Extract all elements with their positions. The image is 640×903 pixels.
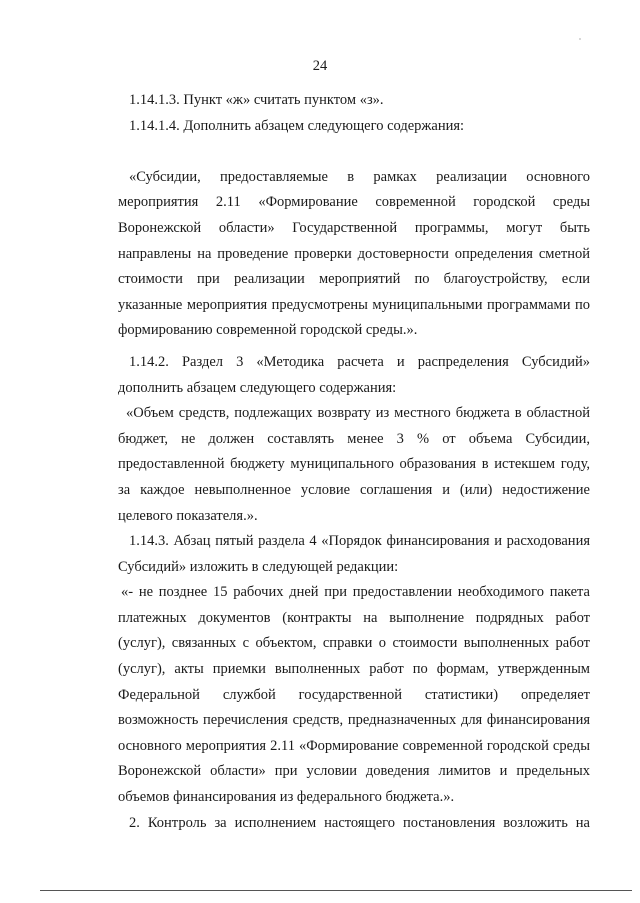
paragraph-refund-quote: «Объем средств, подлежащих возврату из местного бюджета в областной бюджет, не должен составлять менее 3 % от объема Субсидии, предоставленной бюджету муниципального образования в истекшем году, за каждое невыполненное условие соглашения и (или) недостижение целевого показателя.». (118, 405, 590, 524)
paragraph-1-14-2: 1.14.2. Раздел 3 «Методика расчета и распределения Субсидий» дополнить абзацем следующего содержания: (118, 353, 590, 396)
bottom-edge-line (40, 890, 632, 891)
paragraph-payment-quote: «- не позднее 15 рабочих дней при предоставлении необходимого пакета платежных документов (контракты на выполнение подрядных работ (услуг), связанных с объектом, справки о стоимости выполненных работ (услуг), акты приемки выполненных работ по формам, утвержденным Федеральной службой государственной статистики) определяет возможность перечисления средств, предназначенных для финансирования основного мероприятия 2.11 «Формирование современной городской среды Воронежской области» при условии доведения лимитов и предельных объемов финансирования из федерального бюджета.». (118, 584, 590, 806)
paragraph-subsidies-quote: «Субсидии, предоставляемые в рамках реализации основного мероприятия 2.11 «Формирование современной городской среды Воронежской области» Государственной программы, могут быть направлены на проведение проверки достоверности определения сметной стоимости при реализации мероприятий по благоустройству, если указанные мероприятия предусмотрены муниципальными программами по формированию современной городской среды.». (118, 168, 590, 339)
paragraph-1-14-1-3: 1.14.1.3. Пункт «ж» считать пунктом «з». (129, 92, 384, 108)
paragraph-1-14-1-4: 1.14.1.4. Дополнить абзацем следующего содержания: (129, 117, 465, 134)
paragraph-1-14-3: 1.14.3. Абзац пятый раздела 4 «Порядок финансирования и расходования Субсидий» изложить в следующей редакции: (118, 533, 590, 575)
page-number: 24 (312, 58, 328, 74)
scan-speck (579, 38, 581, 40)
blank-line (118, 139, 590, 165)
paragraph-2-control: 2. Контроль за исполнением настоящего постановления возложить на (129, 814, 590, 831)
document-body (118, 88, 590, 836)
